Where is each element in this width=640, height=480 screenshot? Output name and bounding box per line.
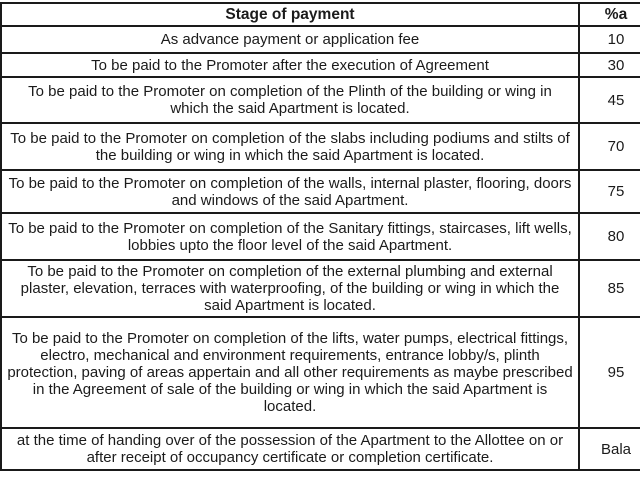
- stage-cell: To be paid to the Promoter on completion of the Plinth of the building or wing in which the said Apartment is located.: [1, 77, 579, 123]
- percentage-cell: 80: [579, 213, 640, 260]
- table-row: [1, 123, 640, 170]
- table-row: [1, 53, 640, 77]
- table-row: [1, 213, 640, 260]
- percentage-cell: 45: [579, 77, 640, 123]
- stage-cell: at the time of handing over of the possession of the Apartment to the Allottee on or after receipt of occupancy certificate or completion certificate.: [1, 428, 579, 470]
- stage-cell: To be paid to the Promoter on completion of the walls, internal plaster, flooring, doors and windows of the said Apartment.: [1, 170, 579, 213]
- percentage-cell: Bala: [579, 428, 640, 470]
- stage-cell: As advance payment or application fee: [1, 26, 579, 53]
- header-percentage: %a: [579, 3, 640, 26]
- table-row: [1, 26, 640, 53]
- table-row: [1, 428, 640, 470]
- percentage-cell: 10: [579, 26, 640, 53]
- table-header-row: [1, 3, 640, 26]
- stage-cell: To be paid to the Promoter after the execution of Agreement: [1, 53, 579, 77]
- percentage-cell: 70: [579, 123, 640, 170]
- percentage-cell: 85: [579, 260, 640, 317]
- table-row: [1, 77, 640, 123]
- table-row: [1, 317, 640, 428]
- stage-cell: To be paid to the Promoter on completion of the lifts, water pumps, electrical fittings, electro, mechanical and environment requirements, entrance lobby/s, plinth protection, paving of areas appertain and all other requirements as maybe prescribed in the Agreement of sale of the building or wing in which the said Apartment is located.: [1, 317, 579, 428]
- stage-cell: To be paid to the Promoter on completion of the external plumbing and external plaster, elevation, terraces with waterproofing, of the building or wing in which the said Apartment is located.: [1, 260, 579, 317]
- stage-cell: To be paid to the Promoter on completion of the slabs including podiums and stilts of the building or wing in which the said Apartment is located.: [1, 123, 579, 170]
- percentage-cell: 30: [579, 53, 640, 77]
- header-stage-of-payment: Stage of payment: [1, 3, 579, 26]
- stage-cell: To be paid to the Promoter on completion of the Sanitary fittings, staircases, lift wells, lobbies upto the floor level of the said Apartment.: [1, 213, 579, 260]
- table-row: [1, 260, 640, 317]
- table-row: [1, 170, 640, 213]
- percentage-cell: 95: [579, 317, 640, 428]
- percentage-cell: 75: [579, 170, 640, 213]
- payment-stage-table: [0, 2, 640, 471]
